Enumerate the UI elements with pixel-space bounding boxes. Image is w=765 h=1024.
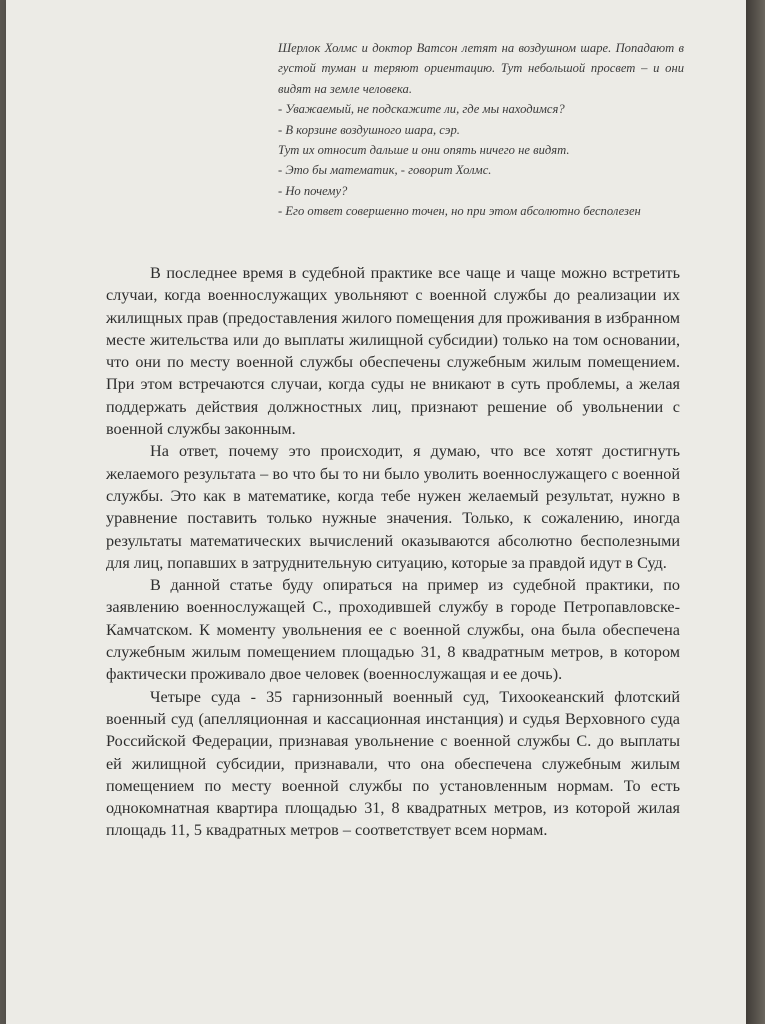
epigraph-line: - Его ответ совершенно точен, но при этом абсолютно бесполезен	[278, 204, 641, 219]
paragraph: На ответ, почему это происходит, я думаю, что все хотят достигнуть желаемого результата – во что бы то ни было уволить военнослужащего с военной службы. Это как в математике, когда тебе нужен желаемый результат, нужно в уравнение поставить только нужные значения. Только, к сожалению, иногда результаты математических вычислений оказываются абсолютно бесполезными для лиц, попавших в затруднительную ситуацию, которые за правдой идут в Суд.	[106, 442, 680, 572]
paragraph: В данной статье буду опираться на пример из судебной практики, по заявлению военнослужащей С., проходившей службу в городе Петропавловске-Камчатском. К моменту увольнения ее с военной службы, она была обеспечена служебным жилым помещением площадью 31, 8 квадратным метров, в котором фактически проживало двое человек (военнослужащая и ее дочь).	[106, 576, 680, 684]
paragraph: Четыре суда - 35 гарнизонный военный суд, Тихоокеанский флотский военный суд (апелляционная и кассационная инстанция) и судья Верховного суда Российской Федерации, признавая увольнение с военной службы С. до выплаты ей жилищной субсидии, признавали, что она обеспечена служебным жилым помещением по месту военной службы по установленным нормам. То есть однокомнатная квартира площадью 31, 8 квадратных метров, из которой жилая площадь 11, 5 квадратных метров – соответствует всем нормам.	[106, 687, 680, 840]
epigraph-line: Шерлок Холмс и доктор Ватсон летят на воздушном шаре. Попадают в густой туман и теряют ориентацию. Тут небольшой просвет – и они видят на земле человека.	[278, 41, 684, 96]
epigraph-line: - В корзине воздушного шара, сэр.	[278, 122, 460, 137]
paragraph: В последнее время в судебной практике все чаще и чаще можно встретить случаи, когда военнослужащих увольняют с военной службы до реализации их жилищных прав (предоставления жилого помещения для проживания в избранном месте жительства или до выплаты жилищной субсидии) только на том основании, что они по месту военной службы обеспечены служебным жилым помещением. При этом встречаются случаи, когда суды не вникают в суть проблемы, а желая поддержать действия должностных лиц, признают решение об увольнении с военной службы законным.	[106, 264, 680, 439]
epigraph-line: Тут их относит дальше и они опять ничего не видят.	[278, 143, 570, 158]
epigraph-line: - Это бы математик, - говорит Холмс.	[278, 163, 492, 178]
document-page	[6, 0, 746, 1024]
article-body	[106, 262, 680, 842]
epigraph-line: - Уважаемый, не подскажите ли, где мы находимся?	[278, 102, 565, 117]
background-edge	[746, 0, 765, 1024]
epigraph-line: - Но почему?	[278, 183, 348, 198]
epigraph	[278, 38, 684, 222]
